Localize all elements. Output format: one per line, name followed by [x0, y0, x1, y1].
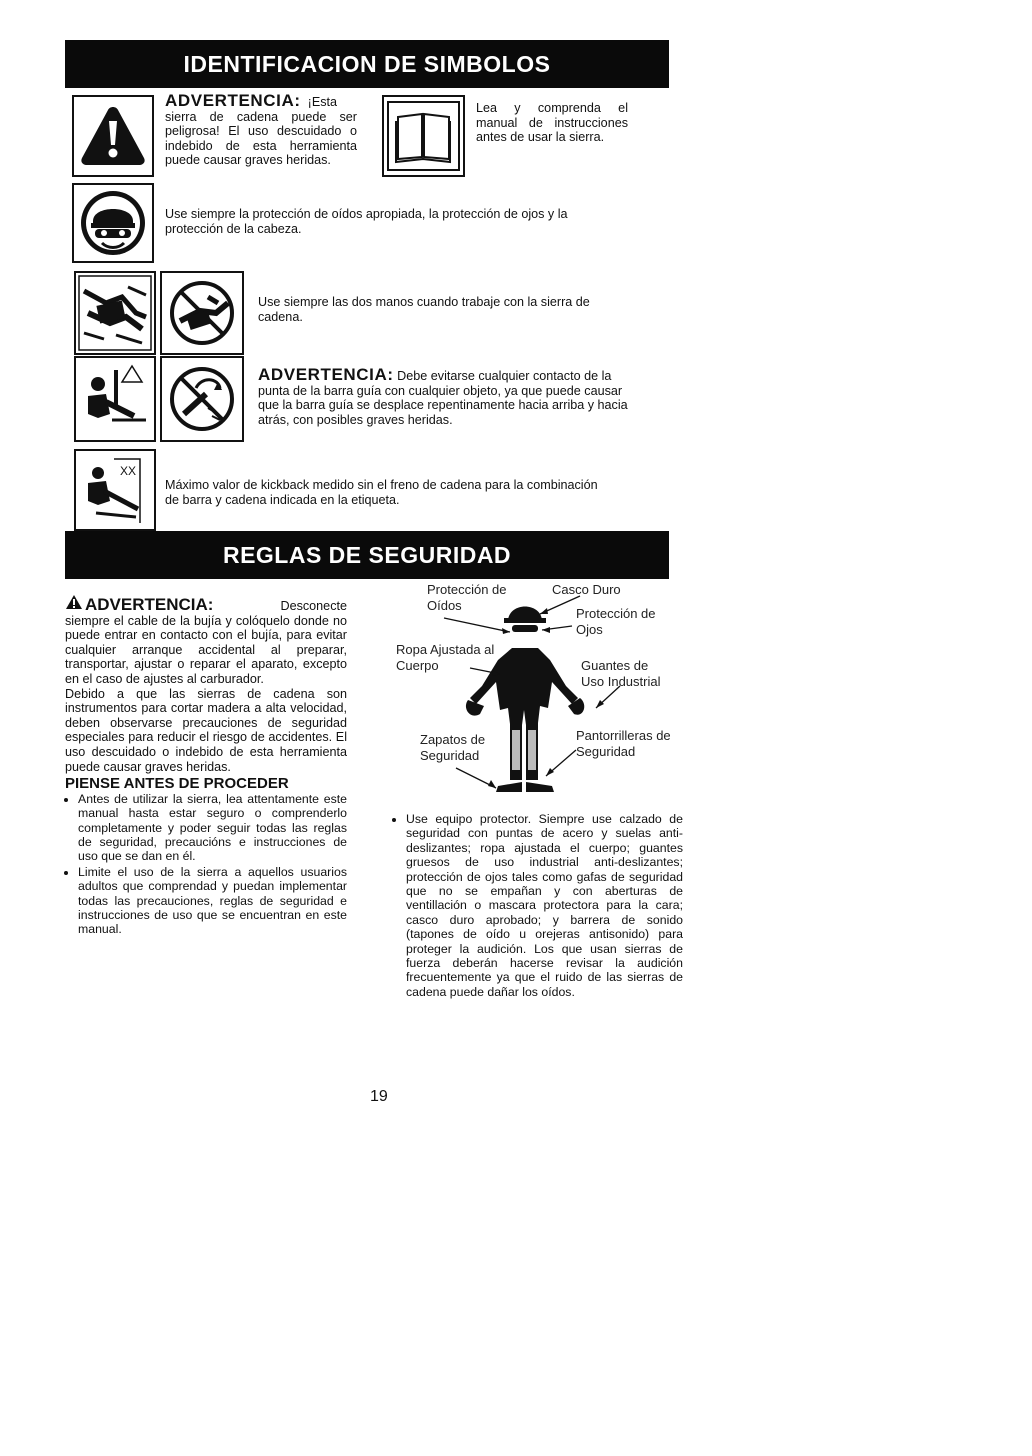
- safety-warning-text: siempre el cable de la bujía y colóquelo donde no puede entrar en contacto con el bujía, para evitar cualquier arranque accidental al preparar, transportar, ajustar o reparar el aparato, excepto en el caso de ajustes al carburador.: [65, 613, 347, 686]
- warning-text: sierra de cadena puede ser peligrosa! El uso descuidado o indebido de esta herramienta puede causar graves heridas.: [165, 109, 357, 168]
- piense-subheading: PIENSE ANTES DE PROCEDER: [65, 775, 289, 793]
- safety-paragraph: Debido a que las sierras de cadena son instrumentos para cortar madera a alta velocidad, deben observarse precauciones de seguridad especiales para reducir el riesgo de accidentes. El uso descuidado o indebido de esta herramienta puede causar graves heridas.: [65, 686, 347, 774]
- section-banner-simbolos: [65, 40, 669, 88]
- kickback-icon: [74, 356, 156, 442]
- kickback-xx-label: XX: [120, 464, 137, 478]
- kickback-warning-block: [258, 365, 636, 427]
- manual-book-icon: [382, 95, 465, 177]
- kickback-warning-text: Debe evitarse cualquier contacto de la punta de la barra guía con cualquier objeto, ya que puede causar que la barra guía se desplace repentinamente hacia arriba y hacia atrás, con posibles graves heridas.: [258, 369, 628, 427]
- list-item: • Antes de utilizar la sierra, lea attentamente este manual hasta estar seguro o comprenderlo completamente y poder seguir todas las reglas de seguridad, precaucións e instrucciones de uso que se dan en él.: [78, 792, 347, 864]
- label-clothing: Ropa Ajustada al Cuerpo: [396, 642, 495, 673]
- list-item: • Use equipo protector. Siempre use calzado de seguridad con puntas de acero y suelas anti-deslizantes; ropa ajustada el cuerpo; guantes gruesos de uso industrial anti-deslizantes; protección de ojos tales como gafas de seguridad que no se empañan y con aberturas de ventillación o mascara protectora para la cara; casco duro aprobado; y barrera de sonido (tapones de oído u orejeras antisonido) para proteger la audición. Los que usan sierras de fuerza deberán hacerse revisar la audición frecuentemente ya que el ruido de las sierras de cadena puede dañar los oídos.: [406, 812, 683, 999]
- label-gloves: Guantes de Uso Industrial: [581, 658, 661, 689]
- label-ear-protection: Protección de Oídos: [427, 582, 507, 613]
- two-hands-saw-icon: [74, 271, 156, 355]
- label-chaps: Pantorrilleras de Seguridad: [576, 728, 671, 759]
- protection-text: Use siempre la protección de oídos apropiada, la protección de ojos y la protección de la cabeza.: [165, 207, 568, 236]
- one-hand-prohibited-icon: [160, 271, 244, 355]
- max-kickback-icon: [74, 449, 156, 531]
- warning-small-icon: [65, 594, 85, 610]
- warning-heading: ADVERTENCIA:: [165, 91, 301, 110]
- protective-gear-icon: [72, 183, 154, 263]
- warning-block: [165, 91, 357, 168]
- kickback-prohibited-icon: [160, 356, 244, 442]
- page-number: 19: [370, 1088, 388, 1105]
- section-title: REGLAS DE SEGURIDAD: [222, 541, 512, 568]
- kickback-value-text: Máximo valor de kickback medido sin el freno de cadena para la combinación de barra y cadena indicada en la etiqueta.: [165, 478, 598, 507]
- two-hands-text: Use siempre las dos manos cuando trabaje con la sierra de cadena.: [258, 295, 590, 324]
- label-hardhat: Casco Duro: [552, 582, 621, 597]
- list-item: • Limite el uso de la sierra a aquellos usuarios adultos que comprendad y puedan implementar todas las precauciones, reglas de seguridad e instrucciones de uso que se encuentran en este manual.: [78, 865, 347, 937]
- safety-warning-block: [65, 594, 347, 938]
- piense-bullet-list: [65, 792, 347, 937]
- label-eye-protection: Protección de Ojos: [576, 606, 656, 637]
- warning-triangle-icon: [72, 95, 154, 177]
- manual-text: Lea y comprenda el manual de instrucciones antes de usar la sierra.: [476, 101, 628, 145]
- kickback-warning-heading: ADVERTENCIA:: [258, 365, 394, 384]
- label-shoes: Zapatos de Seguridad: [420, 732, 486, 763]
- safety-warning-heading: ADVERTENCIA:: [85, 595, 214, 614]
- safety-warning-lead: Desconecte: [280, 599, 347, 613]
- section-title: IDENTIFICACION DE SIMBOLOS: [183, 50, 551, 77]
- equipment-bullet-list: [393, 812, 683, 1000]
- warning-lead: ¡Esta: [307, 95, 338, 109]
- section-banner-reglas: [65, 531, 669, 579]
